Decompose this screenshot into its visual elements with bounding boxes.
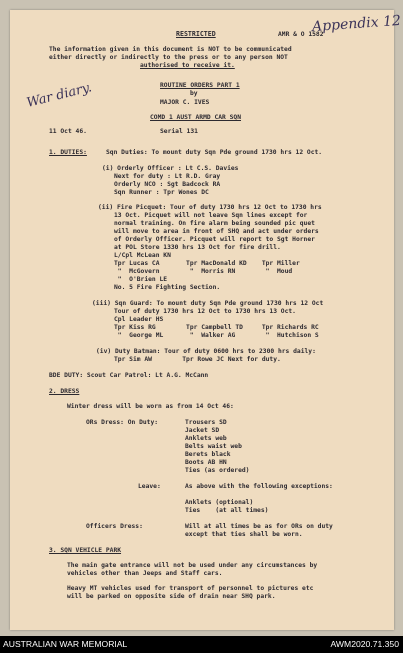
duty-ii-line-9: " McGovern " Morris RN " Moud: [114, 268, 293, 275]
section-2-heading: 2. DRESS: [49, 388, 80, 395]
vehicle-park-para-2-line-2: will be parked on opposite side of drain near SHQ park.: [67, 593, 276, 600]
vehicle-park-para-2-line-1: Heavy MT vehicles used for transport of personnel to pictures etc: [67, 585, 314, 592]
by-line: by: [190, 90, 198, 97]
archive-reference: AWM2020.71.350: [330, 639, 399, 649]
leave-text: As above with the following exceptions:: [185, 483, 333, 490]
war-diary-handwriting: War diary.: [25, 80, 94, 111]
section-1-heading: 1. DUTIES:: [49, 149, 87, 156]
ors-dress-label: ORs Dress: On Duty:: [86, 419, 159, 426]
warning-line-1: The information given in this document is NOT to be communicated: [49, 46, 292, 53]
dress-intro: Winter dress will be worn as from 14 Oct 46:: [67, 403, 234, 410]
duty-i-line-3: Orderly NCO : Sgt Badcock RA: [114, 181, 221, 188]
duty-ii-line-2: 13 Oct. Picquet will not leave Sqn lines except for: [114, 212, 308, 219]
order-date: 11 Oct 46.: [49, 128, 87, 135]
serial-number: Serial 131: [160, 128, 198, 135]
vehicle-park-para-1-line-2: vehicles other than Jeeps and Staff cars.: [67, 570, 223, 577]
duty-i-line-1: (i) Orderly Officer : Lt C.S. Davies: [102, 165, 239, 172]
archive-name: AUSTRALIAN WAR MEMORIAL: [3, 639, 128, 649]
officers-dress-label: Officers Dress:: [86, 523, 143, 530]
document-page: [10, 10, 402, 630]
duty-i-line-4: Sqn Runner : Tpr Wones DC: [114, 189, 209, 196]
duty-ii-line-7: L/Cpl McLean KN: [114, 252, 171, 259]
warning-line-2: either directly or indirectly to the press or to any person NOT: [49, 54, 288, 61]
appendix-handwriting: Appendix 12: [311, 12, 402, 36]
duty-iii-line-5: " George ML " Walker AG " Hutchison S: [114, 332, 319, 339]
routine-orders-title: ROUTINE ORDERS PART 1: [160, 82, 240, 89]
section-3-heading: 3. SQN VEHICLE PARK: [49, 547, 122, 554]
archive-footer-bar: [0, 636, 403, 653]
duty-iii-line-1: (iii) Sqn Guard: To mount duty Sqn Pde ground 1730 hrs 12 Oct: [92, 300, 324, 307]
leave-label: Leave:: [138, 483, 161, 490]
duty-ii-line-11: No. 5 Fire Fighting Section.: [114, 284, 221, 291]
leave-item: Ties (at all times): [185, 507, 269, 514]
duty-ii-line-3: normal training. On fire alarm being sounded pic quet: [114, 220, 315, 227]
leave-item: Anklets (optional): [185, 499, 254, 506]
amr-reference: AMR & O 1582: [278, 31, 324, 38]
duty-ii-line-4: will move to area in front of SHQ and act under orders: [114, 228, 319, 235]
ors-item: Jacket SD: [185, 427, 220, 434]
ors-item: Trousers SD: [185, 419, 227, 426]
duty-iii-line-4: Tpr Kiss RG Tpr Campbell TD Tpr Richards RC: [114, 324, 319, 331]
officers-dress-text-1: Will at all times be as for ORs on duty: [185, 523, 333, 530]
duty-i-line-2: Next for duty : Lt R.D. Gray: [114, 173, 221, 180]
vehicle-park-para-1-line-1: The main gate entrance will not be used under any circumstances by: [67, 562, 318, 569]
duty-ii-line-8: Tpr Lucas CA Tpr MacDonald KD Tpr Miller: [114, 260, 300, 267]
duty-iii-line-3: Cpl Leader HS: [114, 316, 164, 323]
comd-line: COMD 1 AUST ARMD CAR SQN: [150, 114, 241, 121]
restricted-heading: RESTRICTED: [176, 30, 216, 38]
duty-iv-line-2: Tpr Sim AW Tpr Rowe JC Next for duty.: [114, 356, 281, 363]
ors-item: Boots AB HN: [185, 459, 227, 466]
ors-item: Belts waist web: [185, 443, 242, 450]
officers-dress-text-2: except that ties shall be worn.: [185, 531, 303, 538]
duty-iii-line-2: Tour of duty 1730 hrs 12 Oct to 1730 hrs 13 Oct.: [114, 308, 296, 315]
duty-ii-line-6: at POL Store 1330 hrs 13 Oct for fire drill.: [114, 244, 281, 251]
major-name: MAJOR C. IVES: [160, 99, 210, 106]
ors-item: Berets black: [185, 451, 231, 458]
duty-ii-line-5: of Orderly Officer. Picquet will report to Sgt Horner: [114, 236, 315, 243]
section-1-heading-text: Sqn Duties: To mount duty Sqn Pde ground 1730 hrs 12 Oct.: [106, 149, 323, 156]
ors-item: Ties (as ordered): [185, 467, 250, 474]
warning-line-3: authorised to receive it.: [140, 62, 235, 69]
duty-ii-line-10: " O'Brien LE: [114, 276, 168, 283]
ors-item: Anklets web: [185, 435, 227, 442]
bde-duty-line: BDE DUTY: Scout Car Patrol: Lt A.G. McCann: [49, 372, 209, 379]
duty-ii-line-1: (ii) Fire Picquet: Tour of duty 1730 hrs 12 Oct to 1730 hrs: [98, 204, 322, 211]
duty-iv-line-1: (iv) Duty Batman: Tour of duty 0600 hrs to 2300 hrs daily:: [96, 348, 316, 355]
